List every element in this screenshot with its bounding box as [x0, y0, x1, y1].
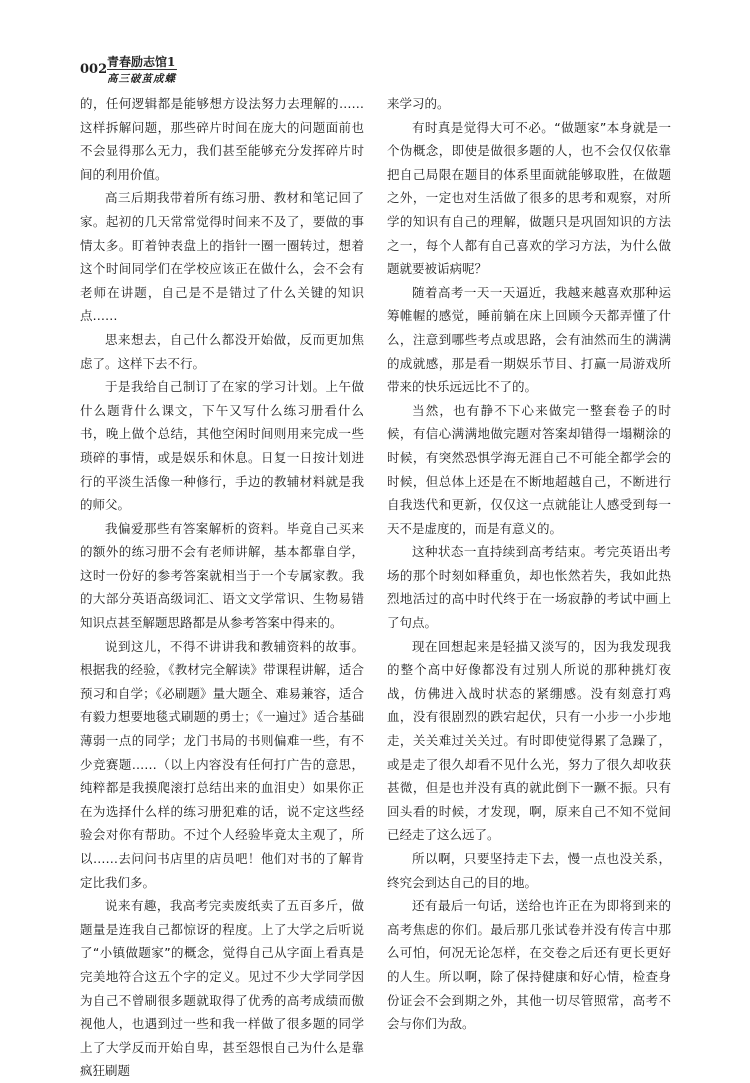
paragraph: 所以啊，只要坚持走下去，慢一点也没关系，终究会到达自己的目的地。: [387, 851, 671, 890]
paragraph: 有时真是觉得大可不必。“做题家”本身就是一个伪概念，即使是做很多题的人，也不会仅仅依靠把自己局限在题目的体系里面就能够取胜，在做题之外，一定也对生活做了很多的思考和观察，对所学的知识有自己的理解，做题只是巩固知识的方法之一，每个人都有自己喜欢的学习方法，为什么做题就要被诟病呢？: [387, 119, 671, 277]
page-number: 002: [80, 62, 108, 77]
right-column: [387, 92, 671, 1036]
paragraph: 说来有趣，我高考完卖废纸卖了五百多斤，做题量是连我自己都惊讶的程度。上了大学之后听说了“小镇做题家”的概念，觉得自己从字面上看真是完美地符合这五个字的定义。见过不少大学同学因为自己不曾刷很多题就取得了优秀的高考成绩而傲视他人，也遇到过一些和我一样做了很多题的同学上了大学反而开始自卑，甚至怨恨自己为什么是靠疯狂刷题: [80, 898, 364, 1079]
paragraph: 来学习的。: [387, 96, 450, 111]
paragraph: 高三后期我带着所有练习册、教材和笔记回了家。起初的几天常常觉得时间来不及了，要做的事情太多。盯着钟表盘上的指针一圈一圈转过，想着这个时间同学们在学校应该正在做什么，会不会有老师在讲题，自己是不是错过了什么关键的知识点……: [80, 190, 364, 324]
paragraph: 说到这儿，不得不讲讲我和教辅资料的故事。根据我的经验，《教材完全解读》带课程讲解，适合预习和自学；《必刷题》量大题全、难易兼容，适合有毅力想要地毯式刷题的勇士；《一遍过》适合基础薄弱一点的同学；龙门书局的书则偏难一些，有不少竞赛题……（以上内容没有任何打广告的意思，纯粹都是我摸爬滚打总结出来的血泪史）如果你正在为选择什么样的练习册犯难的话，说不定这些经验会对你有帮助。不过个人经验毕竟太主观了，所以……去问问书店里的店员吧！他们对书的了解肯定比我们多。: [80, 638, 364, 890]
paragraph: 当然，也有静不下心来做完一整套卷子的时候，有信心满满地做完题对答案却错得一塌糊涂的时候，有突然恐惧学海无涯自己不可能全都学会的时候，但总体上还是在不断地超越自己，不断进行自我迭代和更新，仅仅这一点就能让人感受到每一天不是虚度的，而是有意义的。: [387, 402, 671, 536]
header-rule: [107, 69, 177, 70]
paragraph: 思来想去，自己什么都没开始做，反而更加焦虑了。这样下去不行。: [80, 331, 364, 371]
book-title: 高三破茧成蝶: [107, 73, 176, 85]
series-title: 青春励志馆1: [107, 55, 176, 69]
left-column: [80, 92, 364, 1083]
paragraph: 现在回想起来是轻描又淡写的，因为我发现我的整个高中好像都没有过别人所说的那种挑灯夜战，仿佛进入战时状态的紧绷感。没有刻意打鸡血，没有很剧烈的跌宕起伏，只有一小步一小步地走，关关难过关关过。有时即使觉得累了急躁了，或是走了很久却看不见什么光，努力了很久却收获甚微，但是也并没有真的就此倒下一蹶不振。只有回头看的时候，才发现，啊，原来自己不知不觉间已经走了这么远了。: [387, 638, 671, 843]
paragraph: 还有最后一句话，送给也许正在为即将到来的高考焦虑的你们。最后那几张试卷并没有传言中那么可怕，何况无论怎样，在交卷之后还有更长更好的人生。所以啊，除了保持健康和好心情，检查身份证会不会到期之外，其他一切尽管照常，高考不会与你们为敌。: [387, 898, 671, 1032]
paragraph: 于是我给自己制订了在家的学习计划。上午做什么题背什么课文，下午又写什么练习册看什么书，晚上做个总结，其他空闲时间则用来完成一些琐碎的事情，或是娱乐和休息。日复一日按计划进行的平淡生活像一种修行，手边的教辅材料就是我的师父。: [80, 379, 364, 513]
paragraph: 的，任何逻辑都是能够想方设法努力去理解的……这样拆解问题，那些碎片时间在庞大的问题面前也不会显得那么无力，我们甚至能够充分发挥碎片时间的利用价值。: [80, 96, 364, 182]
body-text: [80, 92, 680, 1079]
page-header: [80, 50, 680, 90]
paragraph: 我偏爱那些有答案解析的资料。毕竟自己买来的额外的练习册不会有老师讲解，基本都靠自学，这时一份好的参考答案就相当于一个专属家教。我的大部分英语高级词汇、语文文学常识、生物易错知识点甚至解题思路都是从参考答案中得来的。: [80, 520, 364, 631]
paragraph: 这种状态一直持续到高考结束。考完英语出考场的那个时刻如释重负，却也怅然若失，我如此热烈地活过的高中时代终于在一场寂静的考试中画上了句点。: [387, 544, 671, 631]
paragraph: 随着高考一天一天逼近，我越来越喜欢那种运筹帷幄的感觉，睡前躺在床上回顾今天都弄懂了什么，注意到哪些考点或思路，会有油然而生的满满的成就感，那是看一期娱乐节目、打赢一局游戏所带来的快乐远远比不了的。: [387, 284, 671, 395]
